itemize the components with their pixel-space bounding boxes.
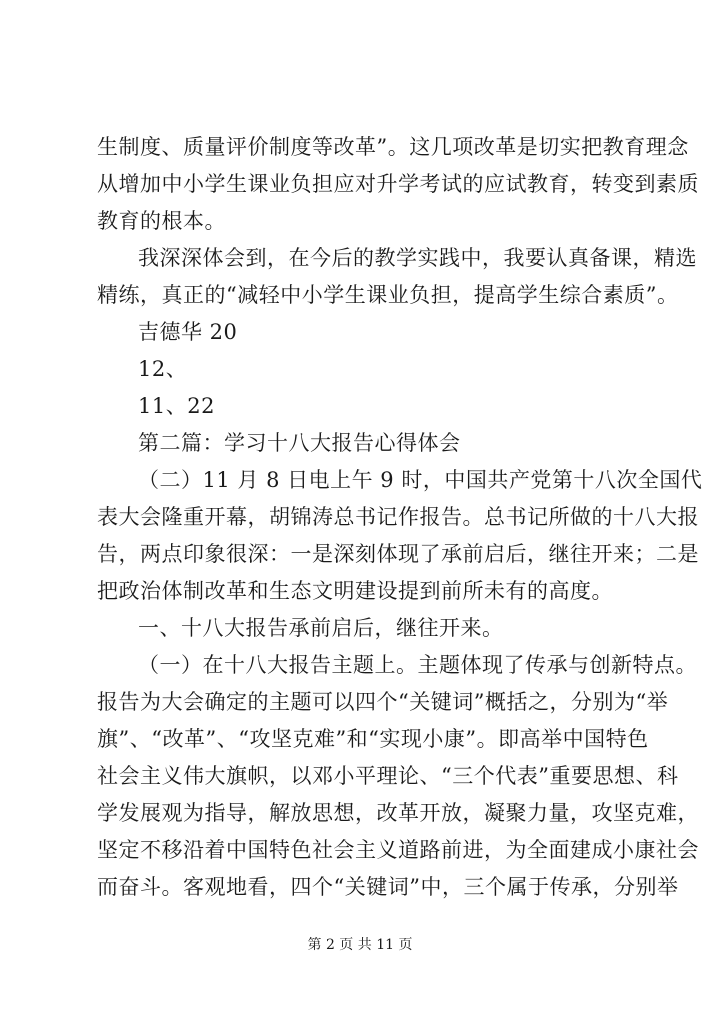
text-line: 把政治体制改革和生态文明建设提到前所未有的高度。 [97,579,613,603]
text-line: 坚定不移沿着中国特色社会主义道路前进，为全面建成小康社会 [97,838,699,862]
page-footer: 第 2 页 共 11 页 [307,937,413,953]
section-heading: 第二篇：学习十八大报告心得体会 [138,431,461,455]
date-part: 11、22 [138,394,215,418]
text-line: （二）11 月 8 日电上午 9 时，中国共产党第十八次全国代 [138,468,703,492]
subsection-heading: 一、十八大报告承前启后，继往开来。 [138,616,504,640]
text-line: 我深深体会到，在今后的教学实践中，我要认真备课，精选 [138,246,697,270]
text-line: 旗”、“改革”、“攻坚克难”和“实现小康”。即高举中国特色 [97,727,649,751]
signature-name: 吉德华 20 [138,320,238,344]
text-line: 而奋斗。客观地看，四个“关键词”中，三个属于传承，分别举 [97,875,679,899]
text-line: 生制度、质量评价制度等改革”。这几项改革是切实把教育理念 [97,135,689,159]
text-line: 报告为大会确定的主题可以四个“关键词”概括之，分别为“举 [97,690,669,714]
text-line: 教育的根本。 [97,209,226,233]
text-line: （一）在十八大报告主题上。主题体现了传承与创新特点。 [138,653,697,677]
text-line: 社会主义伟大旗帜，以邓小平理论、“三个代表”重要思想、科 [97,764,679,788]
date-part: 12、 [138,357,188,381]
text-line: 从增加中小学生课业负担应对升学考试的应试教育，转变到素质 [97,172,699,196]
text-line: 告，两点印象很深：一是深刻体现了承前启后，继往开来；二是 [97,542,699,566]
text-line: 表大会隆重开幕，胡锦涛总书记作报告。总书记所做的十八大报 [97,505,699,529]
text-line: 学发展观为指导，解放思想，改革开放，凝聚力量，攻坚克难， [97,801,699,825]
text-line: 精练，真正的“减轻中小学生课业负担，提高学生综合素质”。 [97,283,679,307]
